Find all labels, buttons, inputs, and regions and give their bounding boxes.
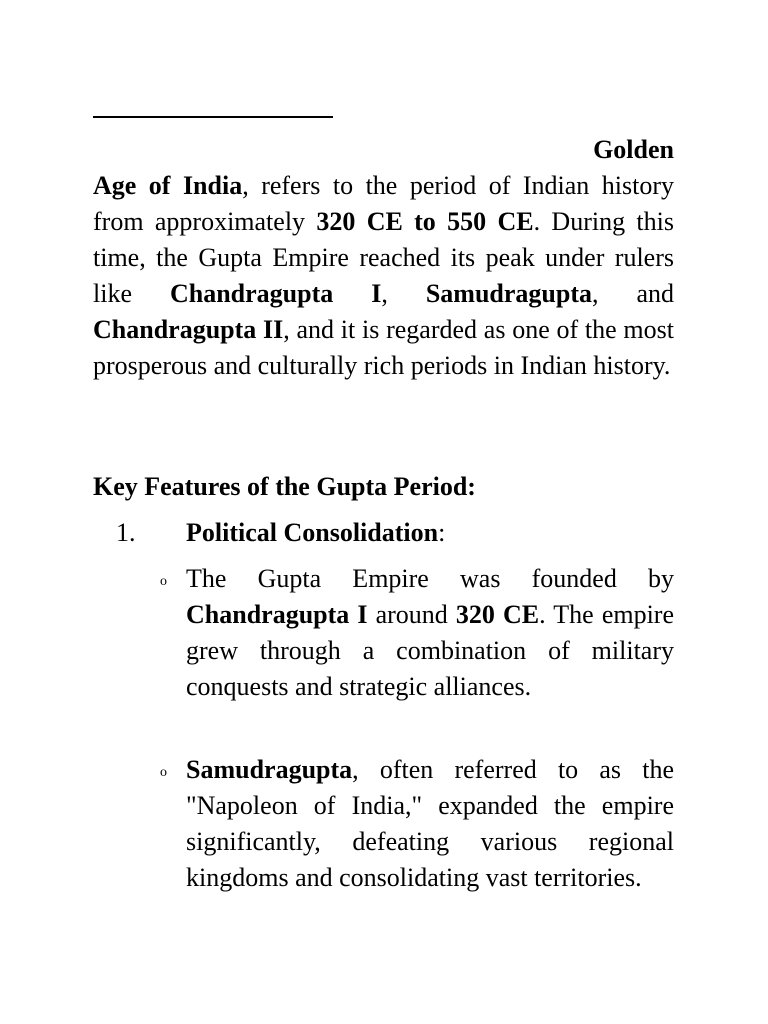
bullet-text-part: The Gupta Empire was founded by (186, 564, 674, 593)
intro-first-line (93, 132, 674, 168)
golden-text: Golden (593, 135, 674, 164)
bullet-bold-date: 320 CE (455, 600, 540, 629)
bullet-text (186, 561, 674, 705)
circle-bullet-icon: o (160, 765, 167, 780)
intro-text-2: . During this time, the Gupta Empire reached its peak under rulers like (93, 207, 674, 308)
ruler-chandragupta-ii: Chandragupta II (93, 315, 284, 344)
key-features-heading: Key Features of the Gupta Period: (93, 472, 476, 501)
intro-text-1: , refers to the period of Indian history from approximately (93, 171, 674, 236)
bullet-text-part: , often referred to as the "Napoleon of India," expanded the empire significantly, defeating various regional kingdoms and consolidating vast territories. (186, 755, 674, 892)
bullet-text-part: . The empire grew through a combination of military conquests and strategic alliances. (186, 600, 675, 701)
circle-bullet-icon: o (160, 574, 167, 589)
ruler-chandragupta-i: Chandragupta I (169, 279, 382, 308)
list-number: 1. (116, 518, 136, 547)
dates-text: 320 CE to 550 CE (316, 207, 534, 236)
bullet-bold-ruler: Samudragupta (186, 755, 353, 784)
bullet-bold-ruler: Chandragupta I (186, 600, 368, 629)
intro-text-4: , and (591, 279, 674, 308)
intro-text-3: , (381, 279, 426, 308)
age-of-india-text: Age of India (93, 171, 243, 200)
section-title-text: Political Consolidation (186, 518, 439, 547)
bullet-text-part: around (367, 600, 456, 629)
horizontal-rule (93, 116, 333, 118)
section-title-colon: : (438, 518, 446, 547)
bullet-text (186, 752, 674, 896)
section-title (186, 515, 445, 551)
intro-paragraph (93, 132, 674, 384)
ruler-samudragupta: Samudragupta (425, 279, 592, 308)
intro-text-5: , and it is regarded as one of the most prosperous and culturally rich periods in Indian history. (93, 315, 674, 380)
